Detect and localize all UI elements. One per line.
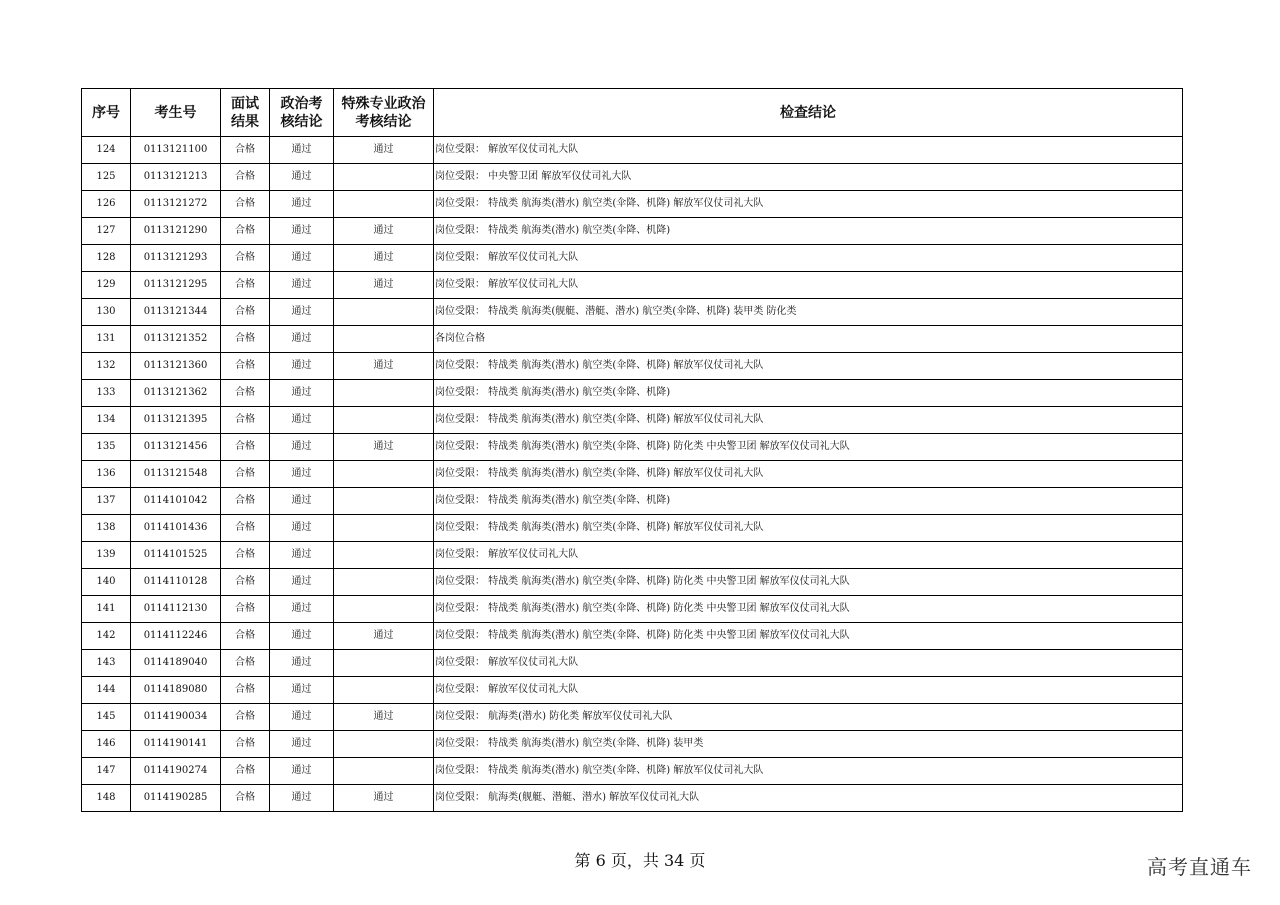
cell-seq: 148: [82, 785, 131, 812]
cell-seq: 125: [82, 164, 131, 191]
cell-inspection-conclusion: 岗位受限： 解放军仪仗司礼大队: [434, 650, 1183, 677]
cell-political-review: 通过: [270, 785, 334, 812]
cell-political-review: 通过: [270, 353, 334, 380]
cell-interview-result: 合格: [221, 596, 270, 623]
cell-exam-no: 0113121213: [131, 164, 221, 191]
cell-political-review: 通过: [270, 137, 334, 164]
cell-special-political-review: [334, 326, 434, 353]
cell-interview-result: 合格: [221, 623, 270, 650]
cell-seq: 141: [82, 596, 131, 623]
cell-political-review: 通过: [270, 380, 334, 407]
cell-seq: 138: [82, 515, 131, 542]
cell-political-review: 通过: [270, 677, 334, 704]
cell-interview-result: 合格: [221, 299, 270, 326]
cell-seq: 139: [82, 542, 131, 569]
cell-special-political-review: [334, 542, 434, 569]
cell-political-review: 通过: [270, 488, 334, 515]
cell-exam-no: 0113121360: [131, 353, 221, 380]
cell-seq: 146: [82, 731, 131, 758]
cell-political-review: 通过: [270, 164, 334, 191]
cell-interview-result: 合格: [221, 488, 270, 515]
cell-seq: 129: [82, 272, 131, 299]
cell-special-political-review: 通过: [334, 218, 434, 245]
table-row: [82, 461, 1183, 488]
cell-interview-result: 合格: [221, 677, 270, 704]
cell-interview-result: 合格: [221, 461, 270, 488]
cell-inspection-conclusion: 岗位受限： 特战类 航海类(潜水) 航空类(伞降、机降) 防化类 中央警卫团 解放军仪仗司礼大队: [434, 569, 1183, 596]
table-row: [82, 704, 1183, 731]
cell-exam-no: 0113121548: [131, 461, 221, 488]
cell-political-review: 通过: [270, 245, 334, 272]
cell-inspection-conclusion: 岗位受限： 解放军仪仗司礼大队: [434, 677, 1183, 704]
table-row: [82, 623, 1183, 650]
cell-special-political-review: [334, 596, 434, 623]
table-row: [82, 326, 1183, 353]
cell-political-review: 通过: [270, 542, 334, 569]
cell-seq: 144: [82, 677, 131, 704]
cell-political-review: 通过: [270, 191, 334, 218]
table-row: [82, 515, 1183, 542]
cell-seq: 145: [82, 704, 131, 731]
header-exam-no: 考生号: [131, 89, 221, 137]
cell-interview-result: 合格: [221, 731, 270, 758]
cell-inspection-conclusion: 岗位受限： 特战类 航海类(潜水) 航空类(伞降、机降): [434, 218, 1183, 245]
cell-exam-no: 0114190141: [131, 731, 221, 758]
cell-exam-no: 0113121362: [131, 380, 221, 407]
cell-seq: 132: [82, 353, 131, 380]
cell-seq: 131: [82, 326, 131, 353]
cell-special-political-review: 通过: [334, 623, 434, 650]
table-row: [82, 218, 1183, 245]
cell-seq: 127: [82, 218, 131, 245]
cell-interview-result: 合格: [221, 137, 270, 164]
cell-seq: 143: [82, 650, 131, 677]
cell-exam-no: 0113121100: [131, 137, 221, 164]
cell-political-review: 通过: [270, 434, 334, 461]
cell-political-review: 通过: [270, 650, 334, 677]
header-political-review: [270, 89, 334, 137]
cell-exam-no: 0113121290: [131, 218, 221, 245]
cell-interview-result: 合格: [221, 380, 270, 407]
cell-special-political-review: 通过: [334, 434, 434, 461]
cell-inspection-conclusion: 岗位受限： 解放军仪仗司礼大队: [434, 272, 1183, 299]
cell-exam-no: 0113121344: [131, 299, 221, 326]
table-row: [82, 596, 1183, 623]
cell-political-review: 通过: [270, 731, 334, 758]
cell-inspection-conclusion: 岗位受限： 特战类 航海类(潜水) 航空类(伞降、机降) 解放军仪仗司礼大队: [434, 191, 1183, 218]
table-row: [82, 380, 1183, 407]
cell-special-political-review: [334, 191, 434, 218]
cell-political-review: 通过: [270, 218, 334, 245]
cell-special-political-review: [334, 650, 434, 677]
cell-special-political-review: [334, 731, 434, 758]
cell-interview-result: 合格: [221, 434, 270, 461]
table-row: [82, 299, 1183, 326]
cell-exam-no: 0114101525: [131, 542, 221, 569]
cell-special-political-review: 通过: [334, 137, 434, 164]
header-interview-text: 面试 结果: [231, 95, 259, 130]
cell-interview-result: 合格: [221, 785, 270, 812]
cell-political-review: 通过: [270, 515, 334, 542]
cell-special-political-review: [334, 758, 434, 785]
cell-special-political-review: [334, 299, 434, 326]
table-row: [82, 488, 1183, 515]
cell-special-political-review: 通过: [334, 272, 434, 299]
cell-seq: 124: [82, 137, 131, 164]
cell-seq: 135: [82, 434, 131, 461]
cell-special-political-review: [334, 488, 434, 515]
header-inspection-conclusion: 检查结论: [434, 89, 1183, 137]
cell-exam-no: 0114112130: [131, 596, 221, 623]
cell-inspection-conclusion: 岗位受限： 特战类 航海类(潜水) 航空类(伞降、机降) 防化类 中央警卫团 解放军仪仗司礼大队: [434, 623, 1183, 650]
cell-seq: 142: [82, 623, 131, 650]
cell-seq: 130: [82, 299, 131, 326]
table-row: [82, 272, 1183, 299]
table-row: [82, 245, 1183, 272]
table-row: [82, 137, 1183, 164]
cell-inspection-conclusion: 岗位受限： 特战类 航海类(潜水) 航空类(伞降、机降): [434, 488, 1183, 515]
header-special-political-text: 特殊专业政治 考核结论: [341, 95, 426, 130]
cell-exam-no: 0114190274: [131, 758, 221, 785]
header-political-text: 政治考 核结论: [280, 95, 323, 130]
cell-seq: 140: [82, 569, 131, 596]
cell-political-review: 通过: [270, 596, 334, 623]
cell-political-review: 通过: [270, 569, 334, 596]
cell-special-political-review: [334, 569, 434, 596]
cell-political-review: 通过: [270, 326, 334, 353]
cell-interview-result: 合格: [221, 704, 270, 731]
cell-interview-result: 合格: [221, 218, 270, 245]
header-seq: 序号: [82, 89, 131, 137]
cell-exam-no: 0114189040: [131, 650, 221, 677]
cell-interview-result: 合格: [221, 272, 270, 299]
cell-inspection-conclusion: 各岗位合格: [434, 326, 1183, 353]
table-row: [82, 164, 1183, 191]
cell-interview-result: 合格: [221, 191, 270, 218]
cell-exam-no: 0114189080: [131, 677, 221, 704]
cell-exam-no: 0114101042: [131, 488, 221, 515]
cell-seq: 147: [82, 758, 131, 785]
cell-special-political-review: 通过: [334, 245, 434, 272]
cell-special-political-review: [334, 164, 434, 191]
cell-exam-no: 0114190034: [131, 704, 221, 731]
cell-interview-result: 合格: [221, 326, 270, 353]
result-table: [81, 88, 1183, 812]
cell-special-political-review: [334, 380, 434, 407]
cell-political-review: 通过: [270, 272, 334, 299]
table-row: [82, 353, 1183, 380]
cell-special-political-review: 通过: [334, 353, 434, 380]
table-row: [82, 731, 1183, 758]
watermark-logo-text: 高考直通车: [1147, 855, 1252, 879]
cell-interview-result: 合格: [221, 542, 270, 569]
cell-exam-no: 0114110128: [131, 569, 221, 596]
cell-exam-no: 0113121295: [131, 272, 221, 299]
cell-inspection-conclusion: 岗位受限： 特战类 航海类(潜水) 航空类(伞降、机降) 解放军仪仗司礼大队: [434, 407, 1183, 434]
cell-political-review: 通过: [270, 407, 334, 434]
cell-political-review: 通过: [270, 299, 334, 326]
cell-inspection-conclusion: 岗位受限： 特战类 航海类(潜水) 航空类(伞降、机降) 解放军仪仗司礼大队: [434, 461, 1183, 488]
cell-inspection-conclusion: 岗位受限： 特战类 航海类(潜水) 航空类(伞降、机降): [434, 380, 1183, 407]
cell-inspection-conclusion: 岗位受限： 特战类 航海类(潜水) 航空类(伞降、机降) 解放军仪仗司礼大队: [434, 758, 1183, 785]
cell-seq: 136: [82, 461, 131, 488]
cell-special-political-review: 通过: [334, 704, 434, 731]
page-number: 第 6 页，共 34 页: [574, 851, 706, 870]
cell-interview-result: 合格: [221, 515, 270, 542]
table-row: [82, 191, 1183, 218]
table-row: [82, 407, 1183, 434]
cell-inspection-conclusion: 岗位受限： 中央警卫团 解放军仪仗司礼大队: [434, 164, 1183, 191]
table-row: [82, 434, 1183, 461]
table-row: [82, 650, 1183, 677]
table-body: [82, 137, 1183, 812]
cell-interview-result: 合格: [221, 164, 270, 191]
table-row: [82, 785, 1183, 812]
table-row: [82, 677, 1183, 704]
cell-political-review: 通过: [270, 704, 334, 731]
cell-exam-no: 0113121272: [131, 191, 221, 218]
cell-exam-no: 0113121293: [131, 245, 221, 272]
cell-political-review: 通过: [270, 461, 334, 488]
cell-interview-result: 合格: [221, 758, 270, 785]
cell-special-political-review: [334, 515, 434, 542]
cell-political-review: 通过: [270, 758, 334, 785]
cell-inspection-conclusion: 岗位受限： 特战类 航海类(潜水) 航空类(伞降、机降) 解放军仪仗司礼大队: [434, 515, 1183, 542]
cell-exam-no: 0113121395: [131, 407, 221, 434]
cell-seq: 133: [82, 380, 131, 407]
cell-special-political-review: [334, 461, 434, 488]
cell-exam-no: 0113121456: [131, 434, 221, 461]
cell-seq: 126: [82, 191, 131, 218]
cell-inspection-conclusion: 岗位受限： 解放军仪仗司礼大队: [434, 137, 1183, 164]
cell-inspection-conclusion: 岗位受限： 特战类 航海类(舰艇、潜艇、潜水) 航空类(伞降、机降) 装甲类 防化类: [434, 299, 1183, 326]
cell-exam-no: 0114112246: [131, 623, 221, 650]
cell-special-political-review: [334, 407, 434, 434]
cell-exam-no: 0114101436: [131, 515, 221, 542]
table-header-row: [82, 89, 1183, 137]
cell-political-review: 通过: [270, 623, 334, 650]
table-row: [82, 542, 1183, 569]
cell-exam-no: 0113121352: [131, 326, 221, 353]
cell-inspection-conclusion: 岗位受限： 特战类 航海类(潜水) 航空类(伞降、机降) 防化类 中央警卫团 解放军仪仗司礼大队: [434, 596, 1183, 623]
cell-inspection-conclusion: 岗位受限： 特战类 航海类(潜水) 航空类(伞降、机降) 解放军仪仗司礼大队: [434, 353, 1183, 380]
cell-interview-result: 合格: [221, 650, 270, 677]
table-row: [82, 569, 1183, 596]
cell-seq: 128: [82, 245, 131, 272]
cell-inspection-conclusion: 岗位受限： 解放军仪仗司礼大队: [434, 542, 1183, 569]
cell-interview-result: 合格: [221, 245, 270, 272]
cell-inspection-conclusion: 岗位受限： 特战类 航海类(潜水) 航空类(伞降、机降) 装甲类: [434, 731, 1183, 758]
cell-inspection-conclusion: 岗位受限： 特战类 航海类(潜水) 航空类(伞降、机降) 防化类 中央警卫团 解放军仪仗司礼大队: [434, 434, 1183, 461]
cell-special-political-review: [334, 677, 434, 704]
cell-special-political-review: 通过: [334, 785, 434, 812]
cell-seq: 134: [82, 407, 131, 434]
cell-interview-result: 合格: [221, 353, 270, 380]
cell-interview-result: 合格: [221, 407, 270, 434]
cell-inspection-conclusion: 岗位受限： 航海类(潜水) 防化类 解放军仪仗司礼大队: [434, 704, 1183, 731]
header-interview-result: [221, 89, 270, 137]
header-special-political-review: [334, 89, 434, 137]
cell-interview-result: 合格: [221, 569, 270, 596]
cell-inspection-conclusion: 岗位受限： 解放军仪仗司礼大队: [434, 245, 1183, 272]
cell-inspection-conclusion: 岗位受限： 航海类(舰艇、潜艇、潜水) 解放军仪仗司礼大队: [434, 785, 1183, 812]
cell-seq: 137: [82, 488, 131, 515]
table-row: [82, 758, 1183, 785]
cell-exam-no: 0114190285: [131, 785, 221, 812]
